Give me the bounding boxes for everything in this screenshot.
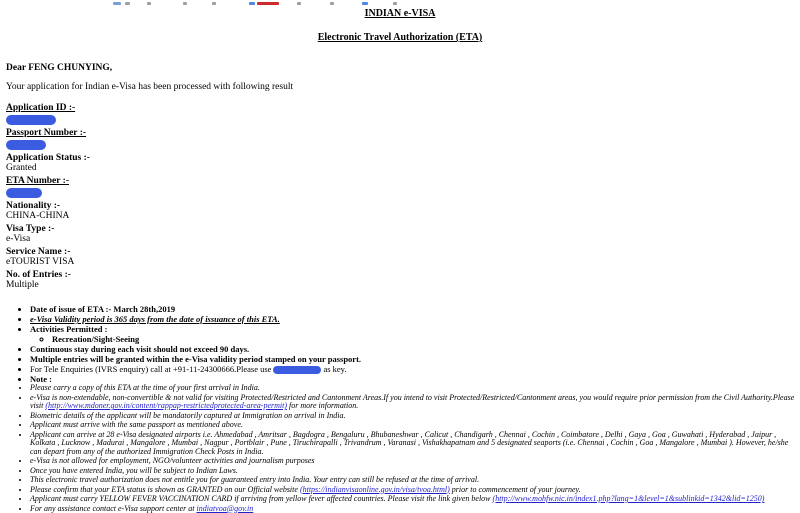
note-item: • Applicant must carry YELLOW FEVER VACCINATION CARD if arriving from yellow fever affected countries. Please visit the link given below (http://www.mohfw.nic.in/index1.php?lang=1&level=1&sublinkid=1342&lid=1250) [30, 495, 796, 504]
field-group [6, 103, 800, 125]
note-item: • Continuous stay during each visit should not exceed 90 days. [30, 344, 796, 354]
greeting: Dear FENG CHUNYING, [6, 63, 113, 73]
field-value: Multiple [6, 280, 39, 290]
field-label: ETA Number :- [6, 176, 69, 186]
field-label: No. of Entries :- [6, 270, 71, 280]
note-item: • For any assistance contact e-Visa support center at indiatvoa@gov.in [30, 505, 796, 513]
note-item: • For Tele Enquiries (IVRS enquiry) call at +91-11-24300666.Please use as key. [30, 364, 796, 374]
note-item: • Please carry a copy of this ETA at the time of your first arrival in India. [30, 384, 796, 393]
toolbar-fragment-icon [330, 2, 334, 5]
redacted-value [6, 188, 42, 198]
field-group [6, 153, 800, 173]
note-item: • This electronic travel authorization does not entitle you for guaranteed entry into India. Your entry can still be refused at the time of arrival. [30, 476, 796, 485]
note-item: • Applicant must arrive with the same passport as mentioned above. [30, 421, 796, 430]
support-email-link[interactable]: indiatvoa@gov.in [196, 503, 254, 513]
field-group [6, 176, 800, 198]
field-value: CHINA-CHINA [6, 211, 70, 221]
redacted-value [273, 366, 321, 374]
note-item: • Note : [30, 374, 796, 384]
field-group [6, 224, 800, 244]
toolbar-fragment-icon [212, 2, 216, 5]
toolbar-fragments [0, 0, 800, 8]
toolbar-fragment-icon [113, 2, 121, 5]
mohfw-link[interactable]: (http://www.mohfw.nic.in/index1.php?lang=1&level=1&sublinkid=1342&lid=1250) [492, 494, 765, 504]
note-item: • Activities Permitted : ◦ Recreation/Sight-Seeing [30, 324, 796, 344]
field-group [6, 128, 800, 150]
note-item: • Applicant can arrive at 28 e-Visa designated airports i.e. Ahmedabad , Amritsar , Bagdogra , Bengaluru , Bhubaneshwar , Calicut , Chandigarh , Chennai , Cochin , Coimbatore , Delhi , Gaya , Goa , Guwahati , Hyderabad , Jaipur , Kolkata , Lucknow , Madurai , Mangalore , Mumbai , Nagpur , Portblair , Pune , Tiruchirapalli , Trivandrum , Varanasi , Vishakhapatnam and 5 designated seaports (i.e. Chennai , Cochin , Goa , Mangalore , Mumbai ). However, he/she can depart from any of the authorized Immigration Check Posts in India. [30, 431, 796, 457]
document-subtitle: Electronic Travel Authorization (ETA) [317, 32, 483, 43]
field-label: Passport Number :- [6, 128, 87, 138]
document-title: INDIAN e-VISA [364, 8, 436, 19]
toolbar-fragment-icon [183, 2, 187, 5]
field-group [6, 201, 800, 221]
field-label: Application Status :- [6, 153, 90, 163]
redacted-value [6, 115, 56, 125]
mdoner-link[interactable]: (http://www.mdoner.gov.in/content/rappap-restrictedprotected-area-permit) [45, 401, 288, 411]
note-item: • e-Visa is not allowed for employment, NGO/volunteer activities and journalism purposes [30, 457, 796, 466]
toolbar-fragment-icon [257, 2, 279, 5]
note-item: • Biometric details of the applicant will be mandatorily captured at Immigration on arrival in India. [30, 412, 796, 421]
toolbar-fragment-icon [147, 2, 151, 5]
note-item: • e-Visa Validity period is 365 days from the date of issuance of this ETA. [30, 314, 796, 324]
note-item: • Please confirm that your ETA status is shown as GRANTED on our Official website (https://indianvisaonline.gov.in/visa/tvoa.html) prior to commencement of your journey. [30, 486, 796, 495]
field-group [6, 270, 800, 290]
toolbar-fragment-icon [362, 2, 368, 5]
toolbar-fragment-icon [393, 2, 397, 5]
sub-notes-list [30, 334, 796, 344]
field-group [6, 247, 800, 267]
field-value: Granted [6, 163, 37, 173]
note-item: • e-Visa is non-extendable, non-convertible & not valid for visiting Protected/Restricted and Cantonment Areas.If you intend to visit Protected/Restricted/Cantonment areas, you would require prior permission from the Civil Authority.Please visit (http://www.mdoner.gov.in/content/rappap-restrictedprotected-area-permit) for more information. [30, 394, 796, 411]
toolbar-fragment-icon [125, 2, 130, 5]
notes-list [0, 304, 800, 513]
note-item: • Multiple entries will be granted within the e-Visa validity period stamped on your passport. [30, 354, 796, 364]
field-value: e-Visa [6, 234, 31, 244]
intro-line: Your application for Indian e-Visa has been processed with following result [6, 82, 294, 92]
note-item: • Date of issue of ETA :- March 28th,2019 [30, 304, 796, 314]
note-item: • Once you have entered India, you will be subject to Indian Laws. [30, 467, 796, 476]
toolbar-fragment-icon [297, 2, 301, 5]
visa-status-link[interactable]: (https://indianvisaonline.gov.in/visa/tvoa.html) [299, 484, 450, 494]
redacted-value [6, 140, 46, 150]
field-label: Nationality :- [6, 201, 61, 211]
field-label: Service Name :- [6, 247, 71, 257]
field-value: eTOURIST VISA [6, 257, 75, 267]
fields-list [6, 103, 800, 290]
field-label: Application ID :- [6, 103, 76, 113]
field-label: Visa Type :- [6, 224, 55, 234]
sub-note-item: ◦ Recreation/Sight-Seeing [52, 334, 796, 344]
toolbar-fragment-icon [249, 2, 255, 5]
